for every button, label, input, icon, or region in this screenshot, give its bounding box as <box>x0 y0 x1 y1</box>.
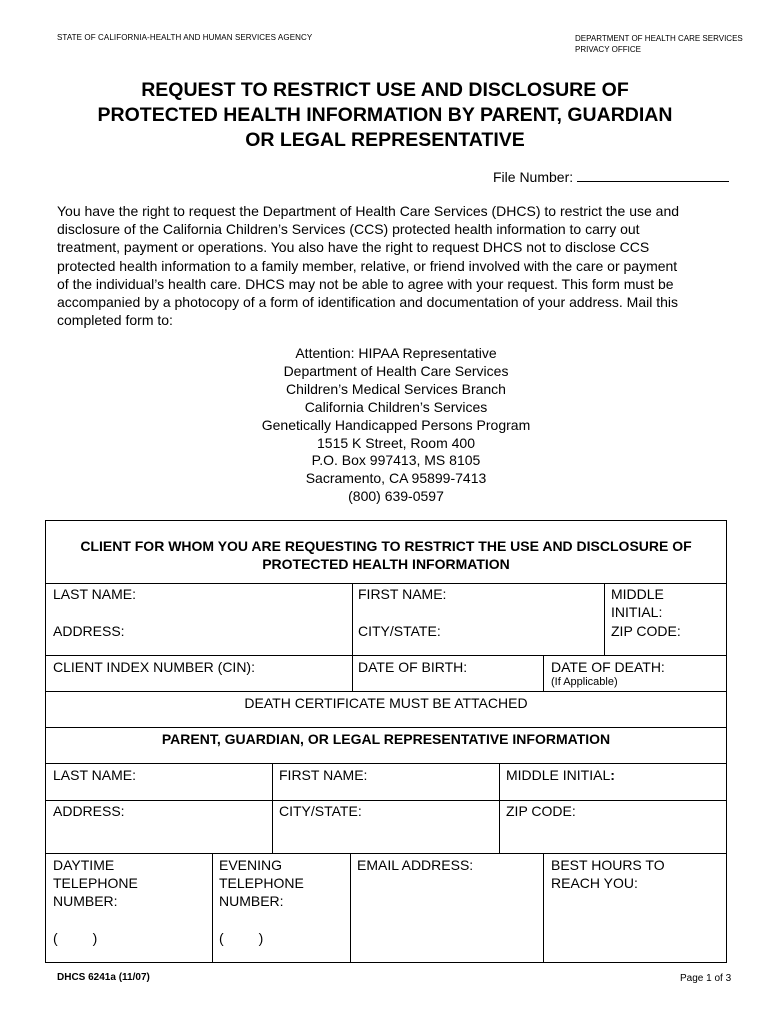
client-address-label: ADDRESS: <box>53 623 125 639</box>
intro-paragraph <box>57 202 737 329</box>
intro-line: of the individual’s health care. DHCS may not be able to agree with your request. This form must be <box>57 275 674 292</box>
title-line-1: REQUEST TO RESTRICT USE AND DISCLOSURE OF <box>141 79 629 101</box>
department-header <box>575 33 743 55</box>
page-number: Page 1 of 3 <box>680 973 732 984</box>
client-zip-code-label: ZIP CODE: <box>611 623 681 639</box>
guardian-zip-code-label: ZIP CODE: <box>506 803 576 819</box>
intro-line: treatment, payment or operations. You also have the right to request DHCS not to disclose CCS <box>57 239 650 256</box>
daytime-phone-field[interactable] <box>53 856 138 910</box>
guardian-first-name-label: FIRST NAME: <box>279 767 368 783</box>
email-address-label: EMAIL ADDRESS: <box>357 857 474 873</box>
mailing-address <box>200 345 592 506</box>
divider <box>46 691 726 692</box>
divider <box>46 853 726 854</box>
address-line: P.O. Box 997413, MS 8105 <box>311 452 481 469</box>
divider <box>212 853 213 962</box>
evening-phone-label: EVENING <box>219 857 283 873</box>
file-number-field[interactable] <box>493 167 729 185</box>
address-line: Department of Health Care Services <box>283 362 509 379</box>
client-title-line-2: PROTECTED HEALTH INFORMATION <box>262 556 510 572</box>
best-hours-label: REACH YOU: <box>551 875 638 891</box>
daytime-phone-label: DAYTIME <box>53 857 115 873</box>
guardian-zip-code-field[interactable] <box>506 802 576 820</box>
guardian-title-text: PARENT, GUARDIAN, OR LEGAL REPRESENTATIVE INFORMATION <box>161 731 611 747</box>
divider <box>272 763 273 853</box>
client-dod-field[interactable] <box>551 658 665 689</box>
death-certificate-notice <box>46 694 726 712</box>
best-hours-field[interactable] <box>551 856 665 892</box>
divider <box>352 655 353 691</box>
address-line: Children’s Medical Services Branch <box>286 380 506 397</box>
intro-line: completed form to: <box>57 312 173 329</box>
divider <box>604 583 605 655</box>
evening-area-code: ( ) <box>219 930 264 946</box>
email-address-field[interactable] <box>357 856 473 874</box>
client-middle-initial-field[interactable] <box>611 585 664 621</box>
divider <box>46 655 726 656</box>
best-hours-label: BEST HOURS TO <box>551 857 665 873</box>
daytime-area-code: ( ) <box>53 930 98 946</box>
address-line: California Children’s Services <box>304 398 488 415</box>
client-dod-note: (If Applicable) <box>551 676 618 688</box>
client-middle-initial-label: MIDDLE <box>611 586 664 602</box>
evening-phone-label: NUMBER: <box>219 893 284 909</box>
client-section-title <box>46 537 726 573</box>
guardian-middle-initial-label: MIDDLE INITIAL <box>506 767 611 783</box>
intro-line: You have the right to request the Department of Health Care Services (DHCS) to restrict the use and <box>57 203 680 219</box>
agency-header: STATE OF CALIFORNIA-HEALTH AND HUMAN SERVICES AGENCY <box>57 33 313 42</box>
form-id: DHCS 6241a (11/07) <box>57 972 150 983</box>
divider <box>352 583 353 655</box>
divider <box>543 853 544 962</box>
guardian-section-title <box>46 730 726 748</box>
client-dob-label: DATE OF BIRTH: <box>358 659 468 675</box>
client-first-name-field[interactable] <box>358 585 446 603</box>
guardian-last-name-label: LAST NAME: <box>53 767 136 783</box>
title-line-2: PROTECTED HEALTH INFORMATION BY PARENT, GUARDIAN <box>97 104 673 126</box>
client-city-state-field[interactable] <box>358 622 441 640</box>
office-name: PRIVACY OFFICE <box>575 45 641 54</box>
department-name: DEPARTMENT OF HEALTH CARE SERVICES <box>575 34 743 43</box>
guardian-city-state-label: CITY/STATE: <box>279 803 362 819</box>
guardian-last-name-field[interactable] <box>53 766 136 784</box>
file-number-label: File Number: <box>493 169 574 185</box>
divider <box>350 853 351 962</box>
evening-phone-field[interactable] <box>219 856 304 910</box>
divider <box>499 763 500 853</box>
guardian-middle-initial-colon: : <box>610 767 615 783</box>
address-line: Attention: HIPAA Representative <box>295 345 497 361</box>
client-address-field[interactable] <box>53 622 125 640</box>
intro-line: disclosure of the California Children’s Services (CCS) protected health information to carry out <box>57 221 640 238</box>
evening-phone-label: TELEPHONE <box>219 875 304 891</box>
address-line: Genetically Handicapped Persons Program <box>261 416 531 433</box>
file-number-line[interactable] <box>577 167 729 182</box>
guardian-first-name-field[interactable] <box>279 766 367 784</box>
address-line: (800) 639-0597 <box>348 488 444 505</box>
divider <box>543 655 544 691</box>
intro-line: protected health information to a family member, relative, or friend involved with the care or payment <box>57 257 678 274</box>
daytime-phone-label: TELEPHONE <box>53 875 138 891</box>
guardian-address-label: ADDRESS: <box>53 803 125 819</box>
guardian-middle-initial-field[interactable] <box>506 766 615 784</box>
address-line: Sacramento, CA 95899-7413 <box>305 470 487 487</box>
guardian-city-state-field[interactable] <box>279 802 362 820</box>
client-title-line-1: CLIENT FOR WHOM YOU ARE REQUESTING TO RESTRICT THE USE AND DISCLOSURE OF <box>80 538 692 554</box>
title-line-3: OR LEGAL REPRESENTATIVE <box>245 129 525 151</box>
page-title <box>40 78 730 153</box>
divider <box>46 763 726 764</box>
client-last-name-field[interactable] <box>53 585 136 603</box>
client-cin-field[interactable] <box>53 658 255 676</box>
client-city-state-label: CITY/STATE: <box>358 623 441 639</box>
client-cin-label: CLIENT INDEX NUMBER (CIN): <box>53 659 255 675</box>
guardian-address-field[interactable] <box>53 802 125 820</box>
client-dob-field[interactable] <box>358 658 467 676</box>
divider <box>46 800 726 801</box>
client-first-name-label: FIRST NAME: <box>358 586 447 602</box>
divider <box>46 583 726 584</box>
divider <box>46 727 726 728</box>
daytime-phone-label: NUMBER: <box>53 893 118 909</box>
intro-line: accompanied by a photocopy of a form of identification and documentation of your address. Mail this <box>57 294 679 311</box>
client-zip-code-field[interactable] <box>611 622 681 640</box>
client-dod-label: DATE OF DEATH: <box>551 659 665 675</box>
address-line: 1515 K Street, Room 400 <box>317 434 475 451</box>
client-last-name-label: LAST NAME: <box>53 586 136 602</box>
client-middle-initial-label: INITIAL: <box>611 604 663 620</box>
death-certificate-text: DEATH CERTIFICATE MUST BE ATTACHED <box>244 695 528 711</box>
request-form <box>45 520 727 963</box>
